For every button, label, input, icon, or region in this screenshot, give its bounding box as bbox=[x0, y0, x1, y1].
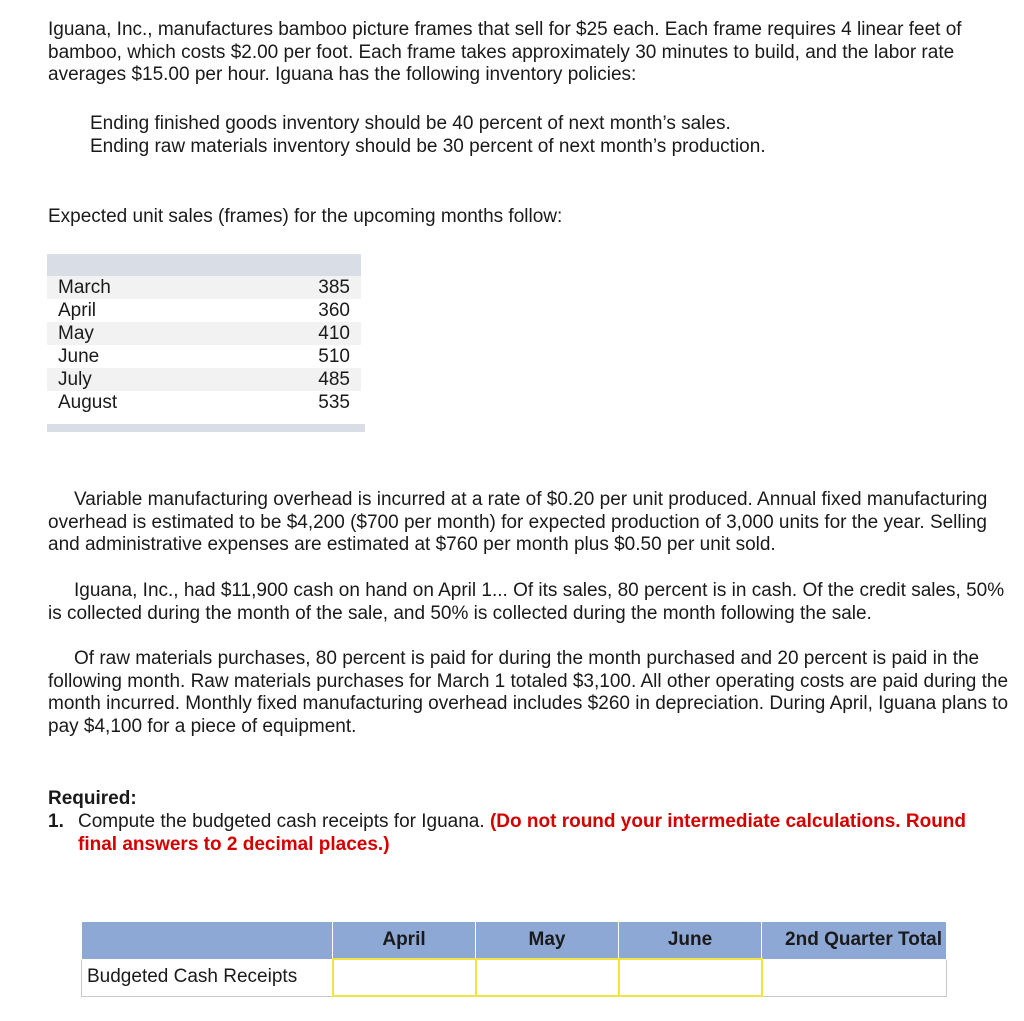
required-label: Required: bbox=[48, 788, 137, 809]
header-may: May bbox=[476, 922, 619, 960]
sales-month: June bbox=[58, 346, 100, 367]
sales-month: August bbox=[58, 392, 118, 413]
overhead-paragraph: Variable manufacturing overhead is incurred at a rate of $0.20 per unit produced. Annual fixed manufacturing overhead is estimated to be $4,200 ($700 per month) for expected production of 3,000 units for the year. Selling and administrative expenses are estimated at $760 per month plus $0.50 per unit sold. bbox=[48, 489, 988, 555]
june-receipts-input[interactable] bbox=[620, 962, 761, 993]
budgeted-cash-receipts-row bbox=[82, 959, 947, 996]
rounding-instruction: (Do not round your intermediate calculations. Round final answers to 2 decimal places.) bbox=[78, 811, 967, 855]
row-label: Budgeted Cash Receipts bbox=[82, 959, 333, 996]
table-bottom-band bbox=[47, 424, 365, 432]
policy-raw-materials: Ending raw materials inventory should be 30 percent of next month’s production. bbox=[90, 135, 766, 157]
purchases-paragraph: Of raw materials purchases, 80 percent is paid for during the month purchased and 20 percent is paid in the following month. Raw materials purchases for March 1 totaled $3,100. All other operating costs are paid during the month incurred. Monthly fixed manufacturing overhead includes $260 in depreciation. During April, Iguana plans to pay $4,100 for a piece of equipment. bbox=[48, 648, 1009, 737]
sales-row-july bbox=[47, 368, 361, 391]
cash-receipts-answer-table bbox=[81, 921, 947, 997]
may-receipts-input[interactable] bbox=[477, 962, 618, 993]
june-cell bbox=[619, 959, 762, 996]
header-april: April bbox=[333, 922, 476, 960]
may-cell bbox=[476, 959, 619, 996]
sales-units: 485 bbox=[318, 369, 350, 390]
table-top-band bbox=[47, 254, 361, 276]
sales-row-june bbox=[47, 345, 361, 368]
sales-month: July bbox=[58, 369, 92, 390]
sales-month: March bbox=[58, 277, 111, 298]
inventory-policies bbox=[90, 113, 990, 158]
requirement-text: Compute the budgeted cash receipts for Iguana. bbox=[78, 811, 485, 832]
sales-month: April bbox=[58, 300, 97, 321]
sales-units: 360 bbox=[318, 300, 350, 321]
cash-paragraph: Iguana, Inc., had $11,900 cash on hand on April 1... Of its sales, 80 percent is in cash. Of the credit sales, 50% is collected during the month of the sale, and 50% is collected during the month following the sale. bbox=[48, 580, 1005, 624]
sales-row-may bbox=[47, 322, 361, 345]
header-blank bbox=[82, 922, 333, 960]
sales-units: 385 bbox=[318, 277, 350, 298]
quarter-total-value bbox=[762, 959, 947, 996]
answer-header-row bbox=[82, 922, 947, 960]
sales-month: May bbox=[58, 323, 94, 344]
policy-finished-goods: Ending finished goods inventory should be 40 percent of next month’s sales. bbox=[90, 113, 731, 134]
sales-row-april bbox=[47, 299, 361, 322]
requirement-1 bbox=[48, 811, 1008, 856]
expected-sales-heading: Expected unit sales (frames) for the upcoming months follow: bbox=[48, 206, 563, 227]
sales-units: 410 bbox=[318, 323, 350, 344]
requirement-number: 1. bbox=[48, 811, 64, 832]
sales-row-august bbox=[47, 391, 361, 414]
header-june: June bbox=[619, 922, 762, 960]
expected-sales-table bbox=[47, 254, 361, 432]
problem-intro: Iguana, Inc., manufactures bamboo picture frames that sell for $25 each. Each frame requires 4 linear feet of bamboo, which costs $2.00 per foot. Each frame takes approximately 30 minutes to build, and the labor rate averages $15.00 per hour. Iguana has the following inventory policies: bbox=[48, 19, 962, 85]
sales-units: 510 bbox=[318, 346, 350, 367]
header-quarter-total: 2nd Quarter Total bbox=[762, 922, 947, 960]
sales-units: 535 bbox=[318, 392, 350, 413]
sales-row-march bbox=[47, 276, 361, 299]
april-cell bbox=[333, 959, 476, 996]
april-receipts-input[interactable] bbox=[334, 962, 475, 993]
